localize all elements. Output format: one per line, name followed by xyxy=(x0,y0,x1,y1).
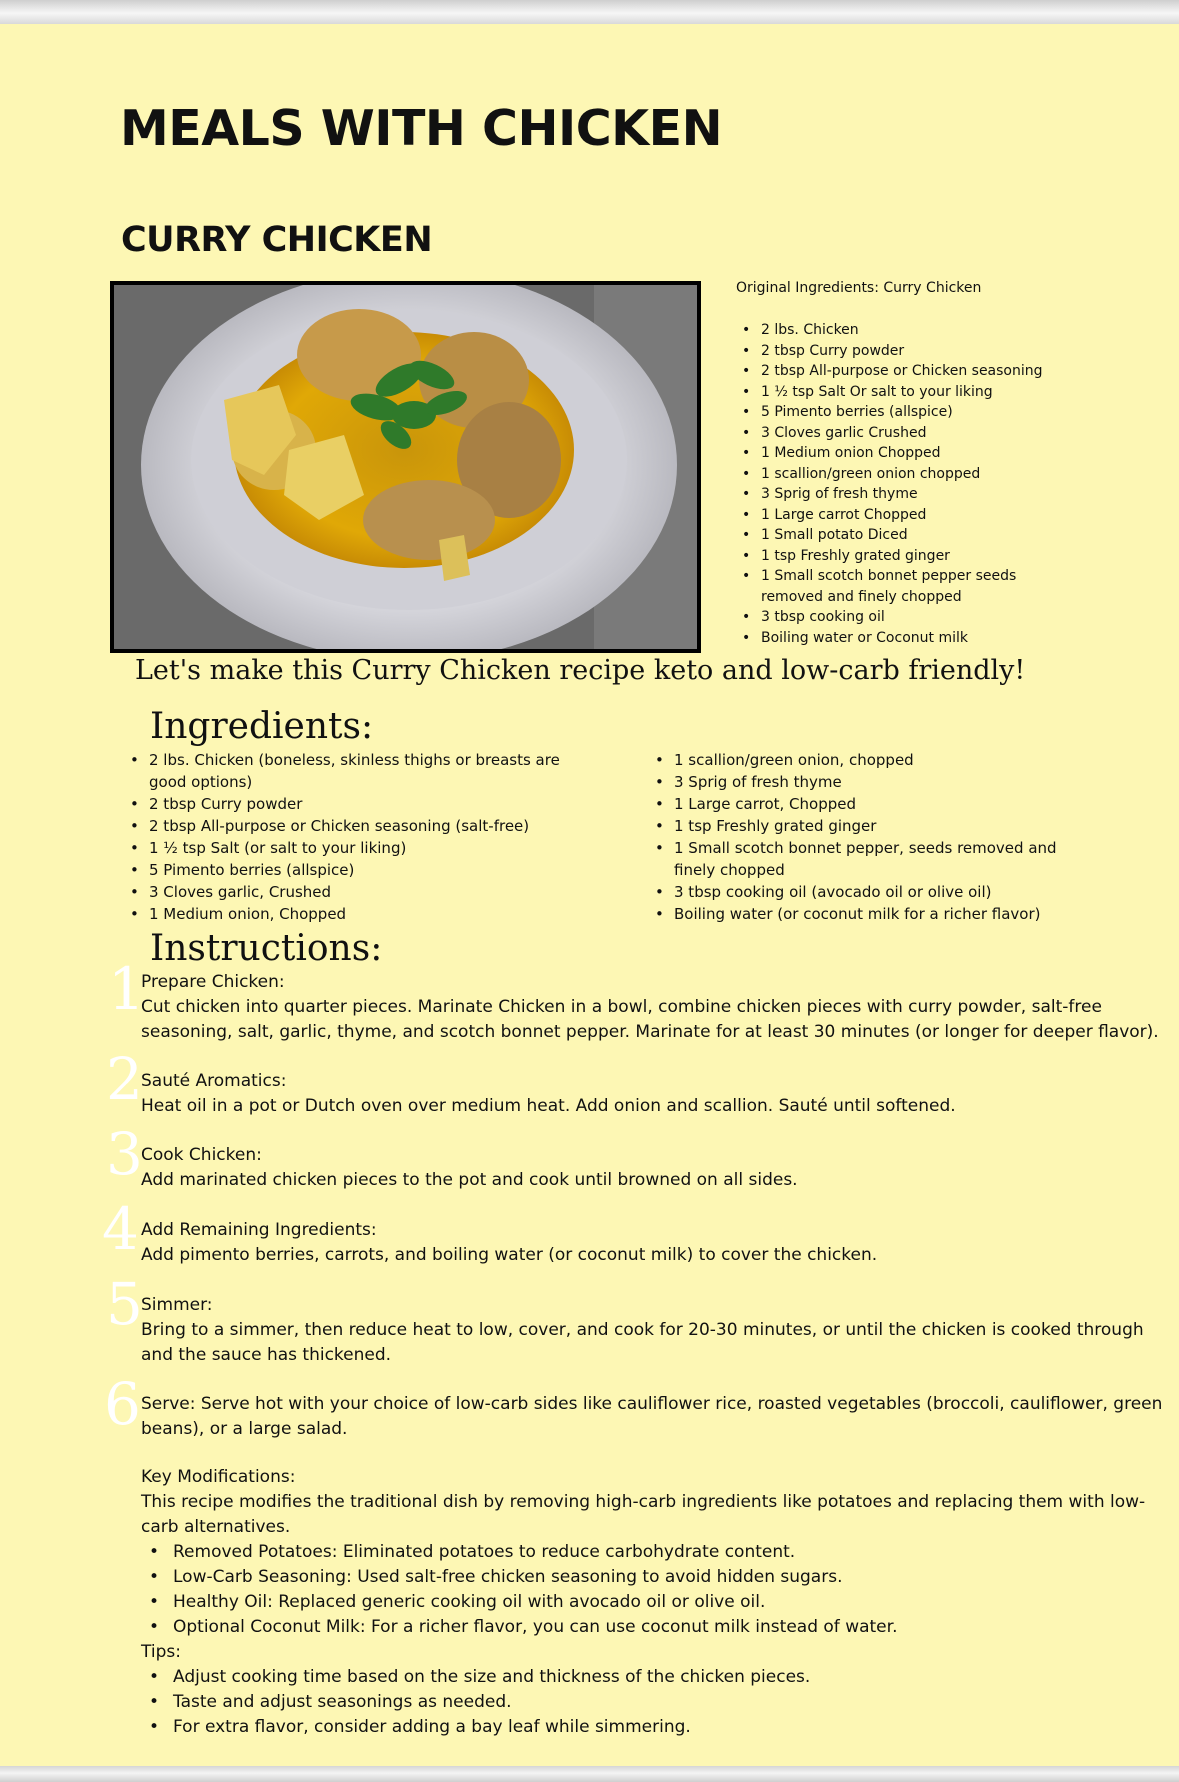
list-item: • Low-Carb Seasoning: Used salt-free chicken seasoning to avoid hidden sugars. xyxy=(141,1565,1171,1590)
step-body: Heat oil in a pot or Dutch oven over medium heat. Add onion and scallion. Sauté until softened. xyxy=(141,1096,956,1116)
top-frame-bar xyxy=(0,0,1179,24)
step-number-4: 4 xyxy=(102,1195,139,1263)
list-item: • 2 lbs. Chicken (boneless, skinless thighs or breasts are good options) xyxy=(130,749,580,793)
bottom-frame-bar xyxy=(0,1766,1179,1782)
list-item: • 1 Small scotch bonnet pepper seeds removed and finely chopped xyxy=(736,566,1076,607)
ingredients-list-left xyxy=(130,749,580,925)
step-4 xyxy=(141,1218,1179,1268)
step-title: Cook Chicken: xyxy=(141,1145,262,1165)
step-body: Add pimento berries, carrots, and boiling water (or coconut milk) to cover the chicken. xyxy=(141,1245,878,1265)
list-item: • Boiling water (or coconut milk for a richer flavor) xyxy=(655,903,1085,925)
step-number-5: 5 xyxy=(106,1270,143,1338)
original-ingredients-title: Original Ingredients: Curry Chicken xyxy=(736,280,982,296)
list-item: • 1 Small potato Diced xyxy=(736,525,1076,546)
list-item: • 1 tsp Freshly grated ginger xyxy=(655,815,1085,837)
step-number-6: 6 xyxy=(104,1370,141,1438)
list-item: • 1 tsp Freshly grated ginger xyxy=(736,546,1076,567)
list-item: • 2 tbsp All-purpose or Chicken seasoning (salt-free) xyxy=(130,815,580,837)
list-item: • 2 tbsp All-purpose or Chicken seasoning xyxy=(736,361,1076,382)
step-number-1: 1 xyxy=(108,955,145,1023)
list-item: • Healthy Oil: Replaced generic cooking oil with avocado oil or olive oil. xyxy=(141,1590,1171,1615)
step-title: Add Remaining Ingredients: xyxy=(141,1220,377,1240)
modifications-section xyxy=(141,1465,1171,1782)
step-title: Sauté Aromatics: xyxy=(141,1071,287,1091)
step-body: Add marinated chicken pieces to the pot and cook until browned on all sides. xyxy=(141,1170,798,1190)
list-item: • 5 Pimento berries (allspice) xyxy=(736,402,1076,423)
tips-heading: Tips: xyxy=(141,1642,181,1662)
list-item: • 1 Medium onion Chopped xyxy=(736,443,1076,464)
list-item: • 2 lbs. Chicken xyxy=(736,320,1076,341)
step-body: Cut chicken into quarter pieces. Marinate Chicken in a bowl, combine chicken pieces with curry powder, salt-free seasoning, salt, garlic, thyme, and scotch bonnet pepper. Marinate for at least 30 minutes (or longer for deeper flavor). xyxy=(141,997,1159,1042)
list-item: • 1 ½ tsp Salt Or salt to your liking xyxy=(736,382,1076,403)
list-item: • 1 Large carrot, Chopped xyxy=(655,793,1085,815)
page-title: MEALS WITH CHICKEN xyxy=(120,100,723,157)
list-item: • 3 Cloves garlic Crushed xyxy=(736,423,1076,444)
step-body: Serve: Serve hot with your choice of low-carb sides like cauliflower rice, roasted vegetables (broccoli, cauliflower, green beans), or a large salad. xyxy=(141,1394,1163,1439)
list-item: • 1 Medium onion, Chopped xyxy=(130,903,580,925)
modifications-heading: Key Modifications: xyxy=(141,1467,296,1487)
list-item: • 1 Small scotch bonnet pepper, seeds removed and finely chopped xyxy=(655,837,1085,881)
list-item: • 1 Large carrot Chopped xyxy=(736,505,1076,526)
list-item: • 2 tbsp Curry powder xyxy=(130,793,580,815)
list-item: • 1 scallion/green onion, chopped xyxy=(655,749,1085,771)
list-item: • 1 scallion/green onion chopped xyxy=(736,464,1076,485)
curry-chicken-photo xyxy=(110,281,701,653)
ingredients-heading: Ingredients: xyxy=(150,706,374,747)
list-item: • 3 tbsp cooking oil xyxy=(736,607,1076,628)
intro-heading: Let's make this Curry Chicken recipe keto and low-carb friendly! xyxy=(135,655,1026,686)
original-ingredients-list xyxy=(736,320,1076,648)
list-item: • 5 Pimento berries (allspice) xyxy=(130,859,580,881)
list-item: • 2 tbsp Curry powder xyxy=(736,341,1076,362)
step-3 xyxy=(141,1143,1179,1193)
list-item: • 3 Cloves garlic, Crushed xyxy=(130,881,580,903)
curry-chicken-photo-icon xyxy=(114,285,697,649)
list-item: • 3 tbsp cooking oil (avocado oil or olive oil) xyxy=(655,881,1085,903)
modifications-list xyxy=(141,1540,1171,1640)
list-item: • Taste and adjust seasonings as needed. xyxy=(141,1690,1171,1715)
step-5 xyxy=(141,1293,1171,1368)
tips-list xyxy=(141,1665,1171,1740)
list-item: • 1 ½ tsp Salt (or salt to your liking) xyxy=(130,837,580,859)
step-2 xyxy=(141,1069,1179,1119)
list-item: • For extra flavor, consider adding a bay leaf while simmering. xyxy=(141,1715,1171,1740)
list-item: • 3 Sprig of fresh thyme xyxy=(655,771,1085,793)
step-number-2: 2 xyxy=(106,1045,143,1113)
list-item: • Optional Coconut Milk: For a richer flavor, you can use coconut milk instead of water. xyxy=(141,1615,1171,1640)
step-body: Bring to a simmer, then reduce heat to low, cover, and cook for 20-30 minutes, or until the chicken is cooked through and the sauce has thickened. xyxy=(141,1320,1144,1365)
recipe-title: CURRY CHICKEN xyxy=(121,220,433,260)
modifications-intro: This recipe modifies the traditional dish by removing high-carb ingredients like potatoes and replacing them with low-carb alternatives. xyxy=(141,1492,1146,1537)
list-item: • Removed Potatoes: Eliminated potatoes to reduce carbohydrate content. xyxy=(141,1540,1171,1565)
list-item: • Boiling water or Coconut milk xyxy=(736,628,1076,649)
instructions-heading: Instructions: xyxy=(150,928,383,969)
step-number-3: 3 xyxy=(106,1120,143,1188)
step-title: Simmer: xyxy=(141,1295,213,1315)
step-1 xyxy=(141,970,1171,1045)
list-item: • 3 Sprig of fresh thyme xyxy=(736,484,1076,505)
step-title: Prepare Chicken: xyxy=(141,972,285,992)
list-item: • Adjust cooking time based on the size and thickness of the chicken pieces. xyxy=(141,1665,1171,1690)
step-6 xyxy=(141,1392,1171,1442)
ingredients-list-right xyxy=(655,749,1085,925)
